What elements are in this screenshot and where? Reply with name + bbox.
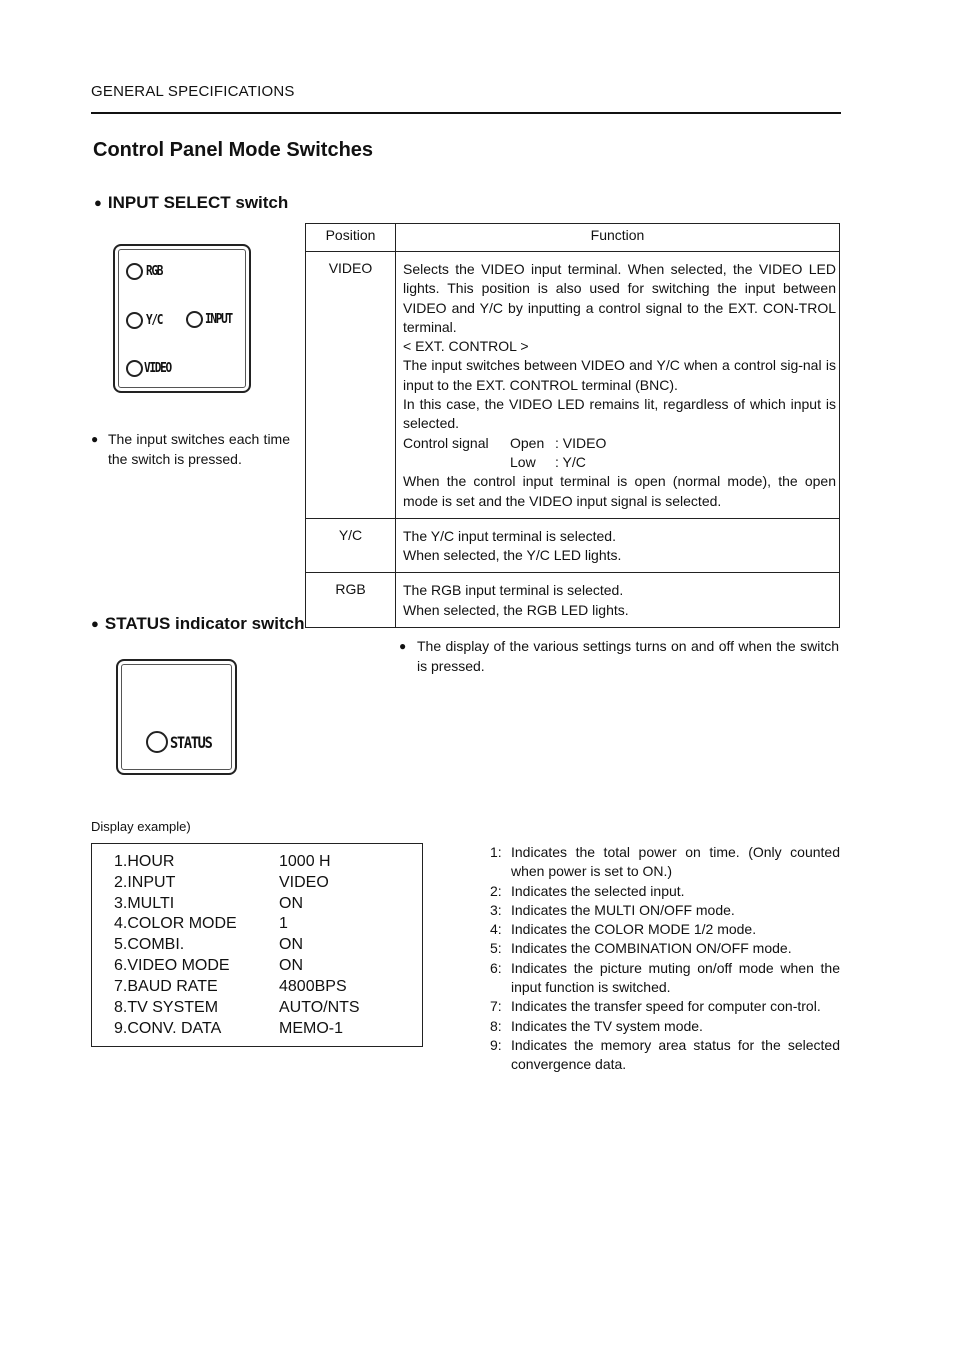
status-panel-illustration [116, 659, 237, 775]
control-signal-open-line [403, 434, 836, 453]
display-label: 7.BAUD RATE [114, 978, 218, 995]
display-label: 5.COMBI. [114, 936, 185, 953]
function-line: The RGB input terminal is selected. [403, 582, 624, 599]
function-line: The Y/C input terminal is selected. [403, 527, 616, 544]
display-value: ON [279, 895, 303, 912]
list-item [490, 882, 840, 901]
list-item [490, 959, 840, 998]
list-text: Indicates the total power on time. (Only counted when power is set to ON.) [511, 844, 840, 880]
list-item [490, 1017, 840, 1036]
position-header: Position [306, 224, 396, 252]
page-title: Control Panel Mode Switches [93, 139, 374, 161]
list-text: Indicates the MULTI ON/OFF mode. [511, 901, 735, 918]
list-item [490, 1036, 840, 1075]
list-item [490, 901, 840, 920]
position-cell: RGB [306, 573, 396, 628]
display-value: VIDEO [279, 874, 329, 891]
open-value: : VIDEO [555, 434, 607, 451]
function-header: Function [396, 224, 840, 252]
list-number: 4: [490, 921, 502, 938]
list-text: Indicates the picture muting on/off mode when the input function is switched. [511, 959, 840, 996]
yc-led-icon [126, 312, 143, 329]
input-button-label: INPUT [205, 312, 232, 327]
function-cell [396, 252, 840, 519]
display-value: 1000 H [279, 853, 331, 870]
display-label: 8.TV SYSTEM [114, 999, 219, 1016]
list-text: Indicates the TV system mode. [511, 1017, 703, 1034]
control-signal-low-line [403, 453, 836, 472]
open-label: Open [510, 434, 545, 451]
function-line: When selected, the Y/C LED lights. [403, 547, 622, 564]
display-label: 3.MULTI [114, 895, 175, 912]
bullet-icon: ● [91, 432, 99, 446]
explanation-list [490, 843, 840, 1075]
status-led-icon [146, 731, 168, 753]
table-row-video [306, 252, 840, 519]
status-heading [91, 614, 304, 634]
bullet-icon: ● [399, 639, 407, 653]
input-select-heading-text: INPUT SELECT switch [107, 193, 289, 212]
list-item [490, 939, 840, 958]
display-caption: Display example) [91, 819, 191, 834]
display-label: 1.HOUR [114, 853, 175, 870]
display-example-box [91, 843, 423, 1047]
list-number: 6: [490, 959, 502, 976]
position-cell: Y/C [306, 518, 396, 573]
list-text: Indicates the memory area status for the selected convergence data. [511, 1036, 840, 1073]
function-line: The input switches between VIDEO and Y/C when a control sig-nal is input to the EXT. CONTROL terminal (BNC). [403, 357, 836, 393]
status-note [399, 636, 839, 676]
status-note-text: The display of the various settings turns on and off when the switch is pressed. [417, 638, 839, 674]
status-heading-text: STATUS indicator switch [104, 614, 305, 633]
display-label: 2.INPUT [114, 874, 176, 891]
input-select-heading [94, 193, 288, 213]
input-select-panel-illustration [113, 244, 251, 393]
low-label: Low [510, 453, 536, 470]
display-value: MEMO-1 [279, 1020, 343, 1037]
table-row-yc [306, 518, 840, 573]
function-line: When selected, the RGB LED lights. [403, 601, 629, 618]
video-led-label: VIDEO [144, 361, 171, 376]
function-cell [396, 518, 840, 573]
list-number: 8: [490, 1017, 502, 1034]
list-text: Indicates the COMBINATION ON/OFF mode. [511, 940, 792, 957]
list-number: 3: [490, 901, 502, 918]
table-row-rgb [306, 573, 840, 628]
status-led-label: STATUS [170, 733, 212, 752]
input-select-note [91, 429, 290, 469]
display-label: 4.COLOR MODE [114, 915, 237, 932]
page-header: GENERAL SPECIFICATIONS [91, 83, 295, 100]
display-value: ON [279, 957, 303, 974]
display-value: 4800BPS [279, 978, 347, 995]
input-select-note-text: The input switches each time the switch is pressed. [108, 431, 290, 467]
position-cell: VIDEO [306, 252, 396, 519]
list-item [490, 920, 840, 939]
function-line: Selects the VIDEO input terminal. When selected, the VIDEO LED lights. This position is also used for switching the input between VIDEO and Y/C by inputting a control signal to the EXT. CON-TROL terminal. [403, 261, 836, 335]
list-number: 1: [490, 844, 502, 860]
list-number: 5: [490, 940, 502, 957]
function-line: In this case, the VIDEO LED remains lit, regardless of which input is selected. [403, 396, 836, 432]
rgb-led-icon [126, 263, 143, 280]
display-label: 9.CONV. DATA [114, 1020, 222, 1037]
header-rule [91, 112, 841, 114]
list-item [490, 843, 840, 882]
list-text: Indicates the selected input. [511, 882, 685, 899]
list-text: Indicates the transfer speed for computer con-trol. [511, 998, 821, 1015]
video-led-icon [126, 360, 143, 377]
list-number: 2: [490, 882, 502, 899]
input-select-table [305, 223, 840, 628]
display-label: 6.VIDEO MODE [114, 957, 230, 974]
list-item [490, 997, 840, 1016]
control-signal-label: Control signal [403, 434, 489, 451]
yc-led-label: Y/C [146, 313, 163, 328]
display-value: ON [279, 936, 303, 953]
function-cell [396, 573, 840, 628]
low-value: : Y/C [555, 453, 586, 470]
input-button-icon [186, 311, 203, 328]
function-line: When the control input terminal is open (normal mode), the open mode is set and the VIDEO input signal is selected. [403, 473, 836, 509]
display-value: AUTO/NTS [279, 999, 360, 1016]
table-header-row [306, 224, 840, 252]
list-number: 7: [490, 998, 502, 1015]
display-value: 1 [279, 915, 288, 932]
function-line: < EXT. CONTROL > [403, 338, 529, 355]
rgb-led-label: RGB [146, 264, 163, 279]
list-number: 9: [490, 1036, 502, 1053]
list-text: Indicates the COLOR MODE 1/2 mode. [511, 921, 757, 938]
